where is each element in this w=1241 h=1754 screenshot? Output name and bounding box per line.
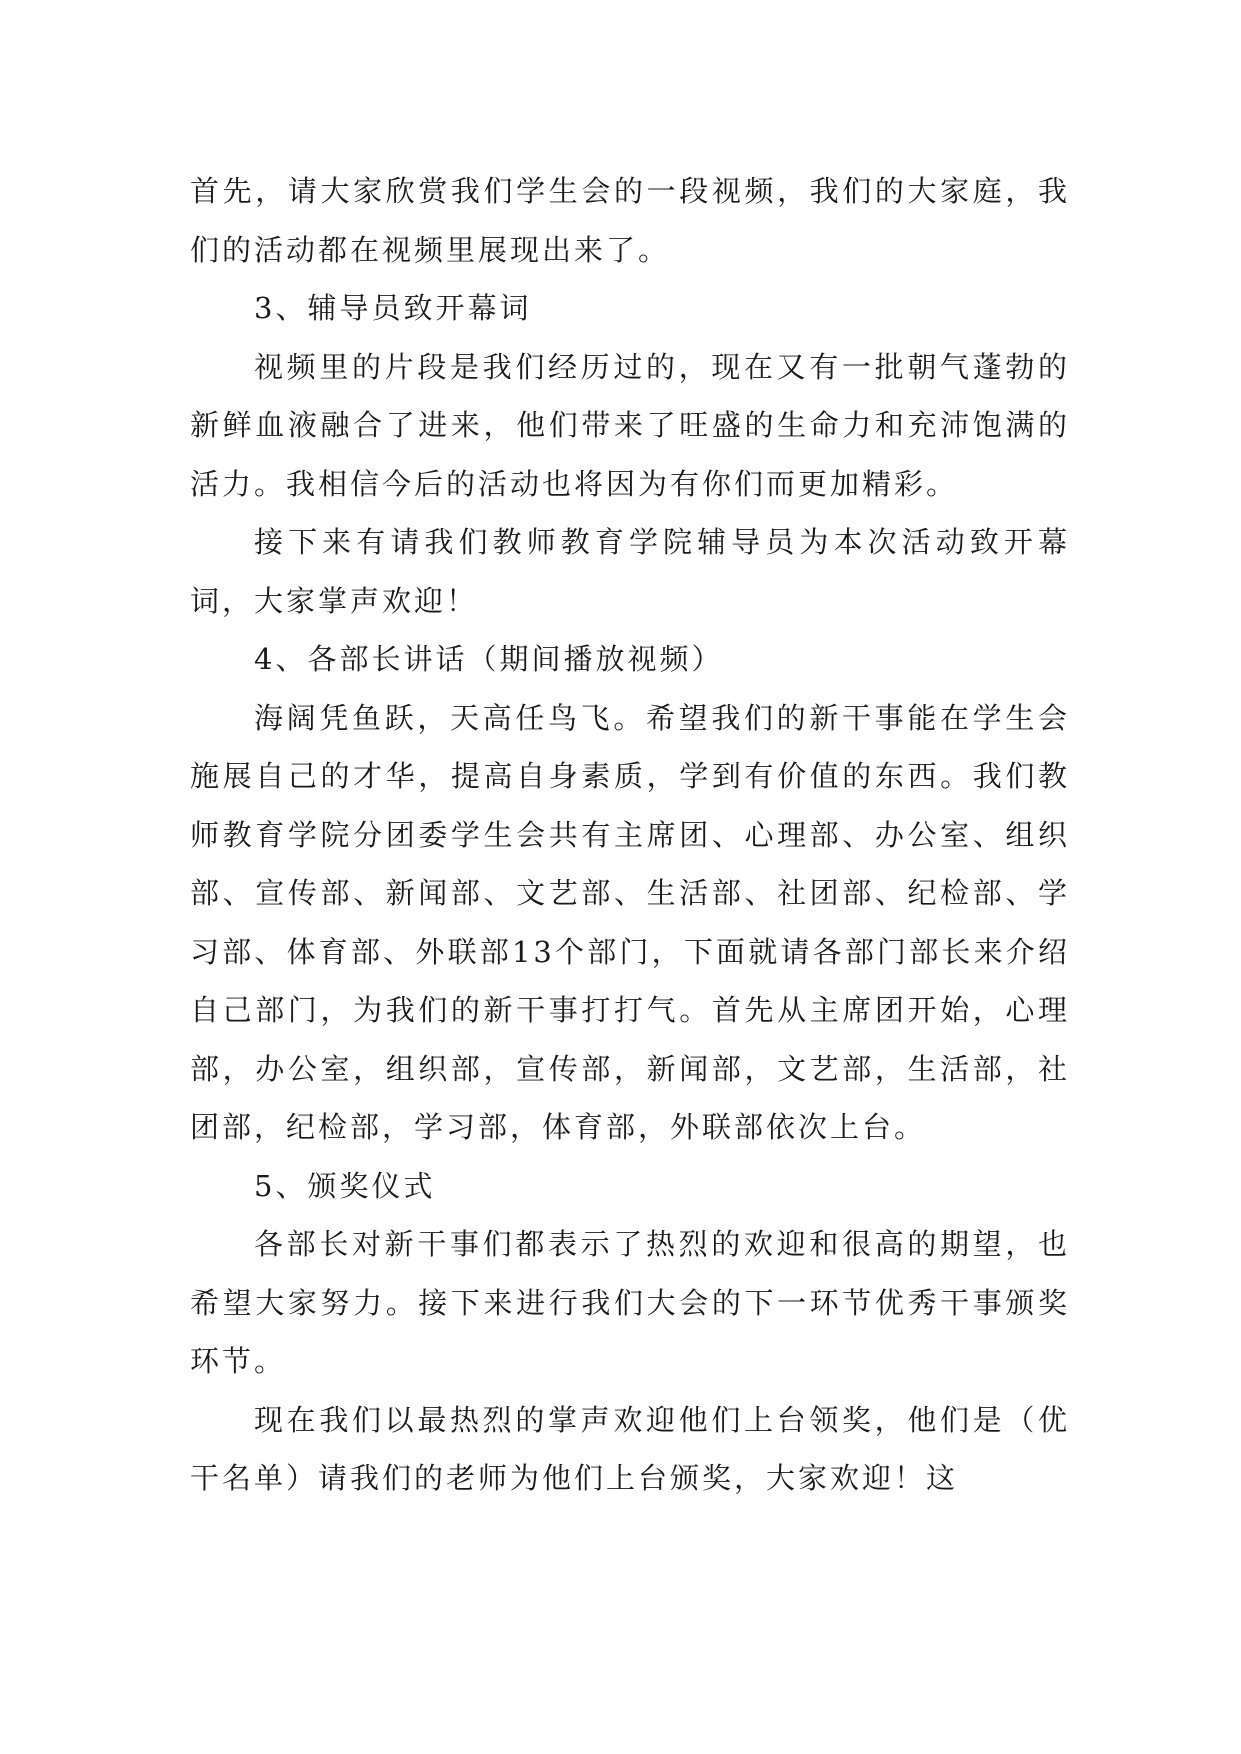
section-heading-5: 5、颁奖仪式	[254, 1168, 436, 1203]
paragraph-award-ceremony: 现在我们以最热烈的掌声欢迎他们上台领奖，他们是（优干名单）请我们的老师为他们上台颁奖，大家欢迎！这	[190, 1402, 1070, 1495]
section-heading-3: 3、辅导员致开幕词	[254, 291, 532, 325]
paragraph-video-segments: 视频里的片段是我们经历过的，现在又有一批朝气蓬勃的新鲜血液融合了进来，他们带来了旺盛的生命力和充沛饱满的活力。我相信今后的活动也将因为有你们而更加精彩。	[190, 349, 1070, 501]
paragraph-counselor-invite: 接下来有请我们教师教育学院辅导员为本次活动致开幕词，大家掌声欢迎！	[190, 525, 1070, 618]
paragraph-intro-video: 首先，请大家欣赏我们学生会的一段视频，我们的大家庭，我们的活动都在视频里展现出来了。	[190, 174, 1070, 267]
section-heading-4: 4、各部长讲话（期间播放视频）	[254, 642, 724, 676]
paragraph-award-intro: 各部长对新干事们都表示了热烈的欢迎和很高的期望，也希望大家努力。接下来进行我们大会的下一环节优秀干事颁奖环节。	[190, 1227, 1070, 1378]
paragraph-departments: 海阔凭鱼跃，天高任鸟飞。希望我们的新干事能在学生会施展自己的才华，提高自身素质，学到有价值的东西。我们教师教育学院分团委学生会共有主席团、心理部、办公室、组织部、宣传部、新闻部、文艺部、生活部、社团部、纪检部、学习部、体育部、外联部13个部门，下面就请各部门部长来介绍自己部门，为我们的新干事打打气。首先从主席团开始，心理部，办公室，组织部，宣传部，新闻部，文艺部，生活部，社团部，纪检部，学习部，体育部，外联部依次上台。	[190, 700, 1070, 1144]
document-body	[190, 162, 1070, 1508]
